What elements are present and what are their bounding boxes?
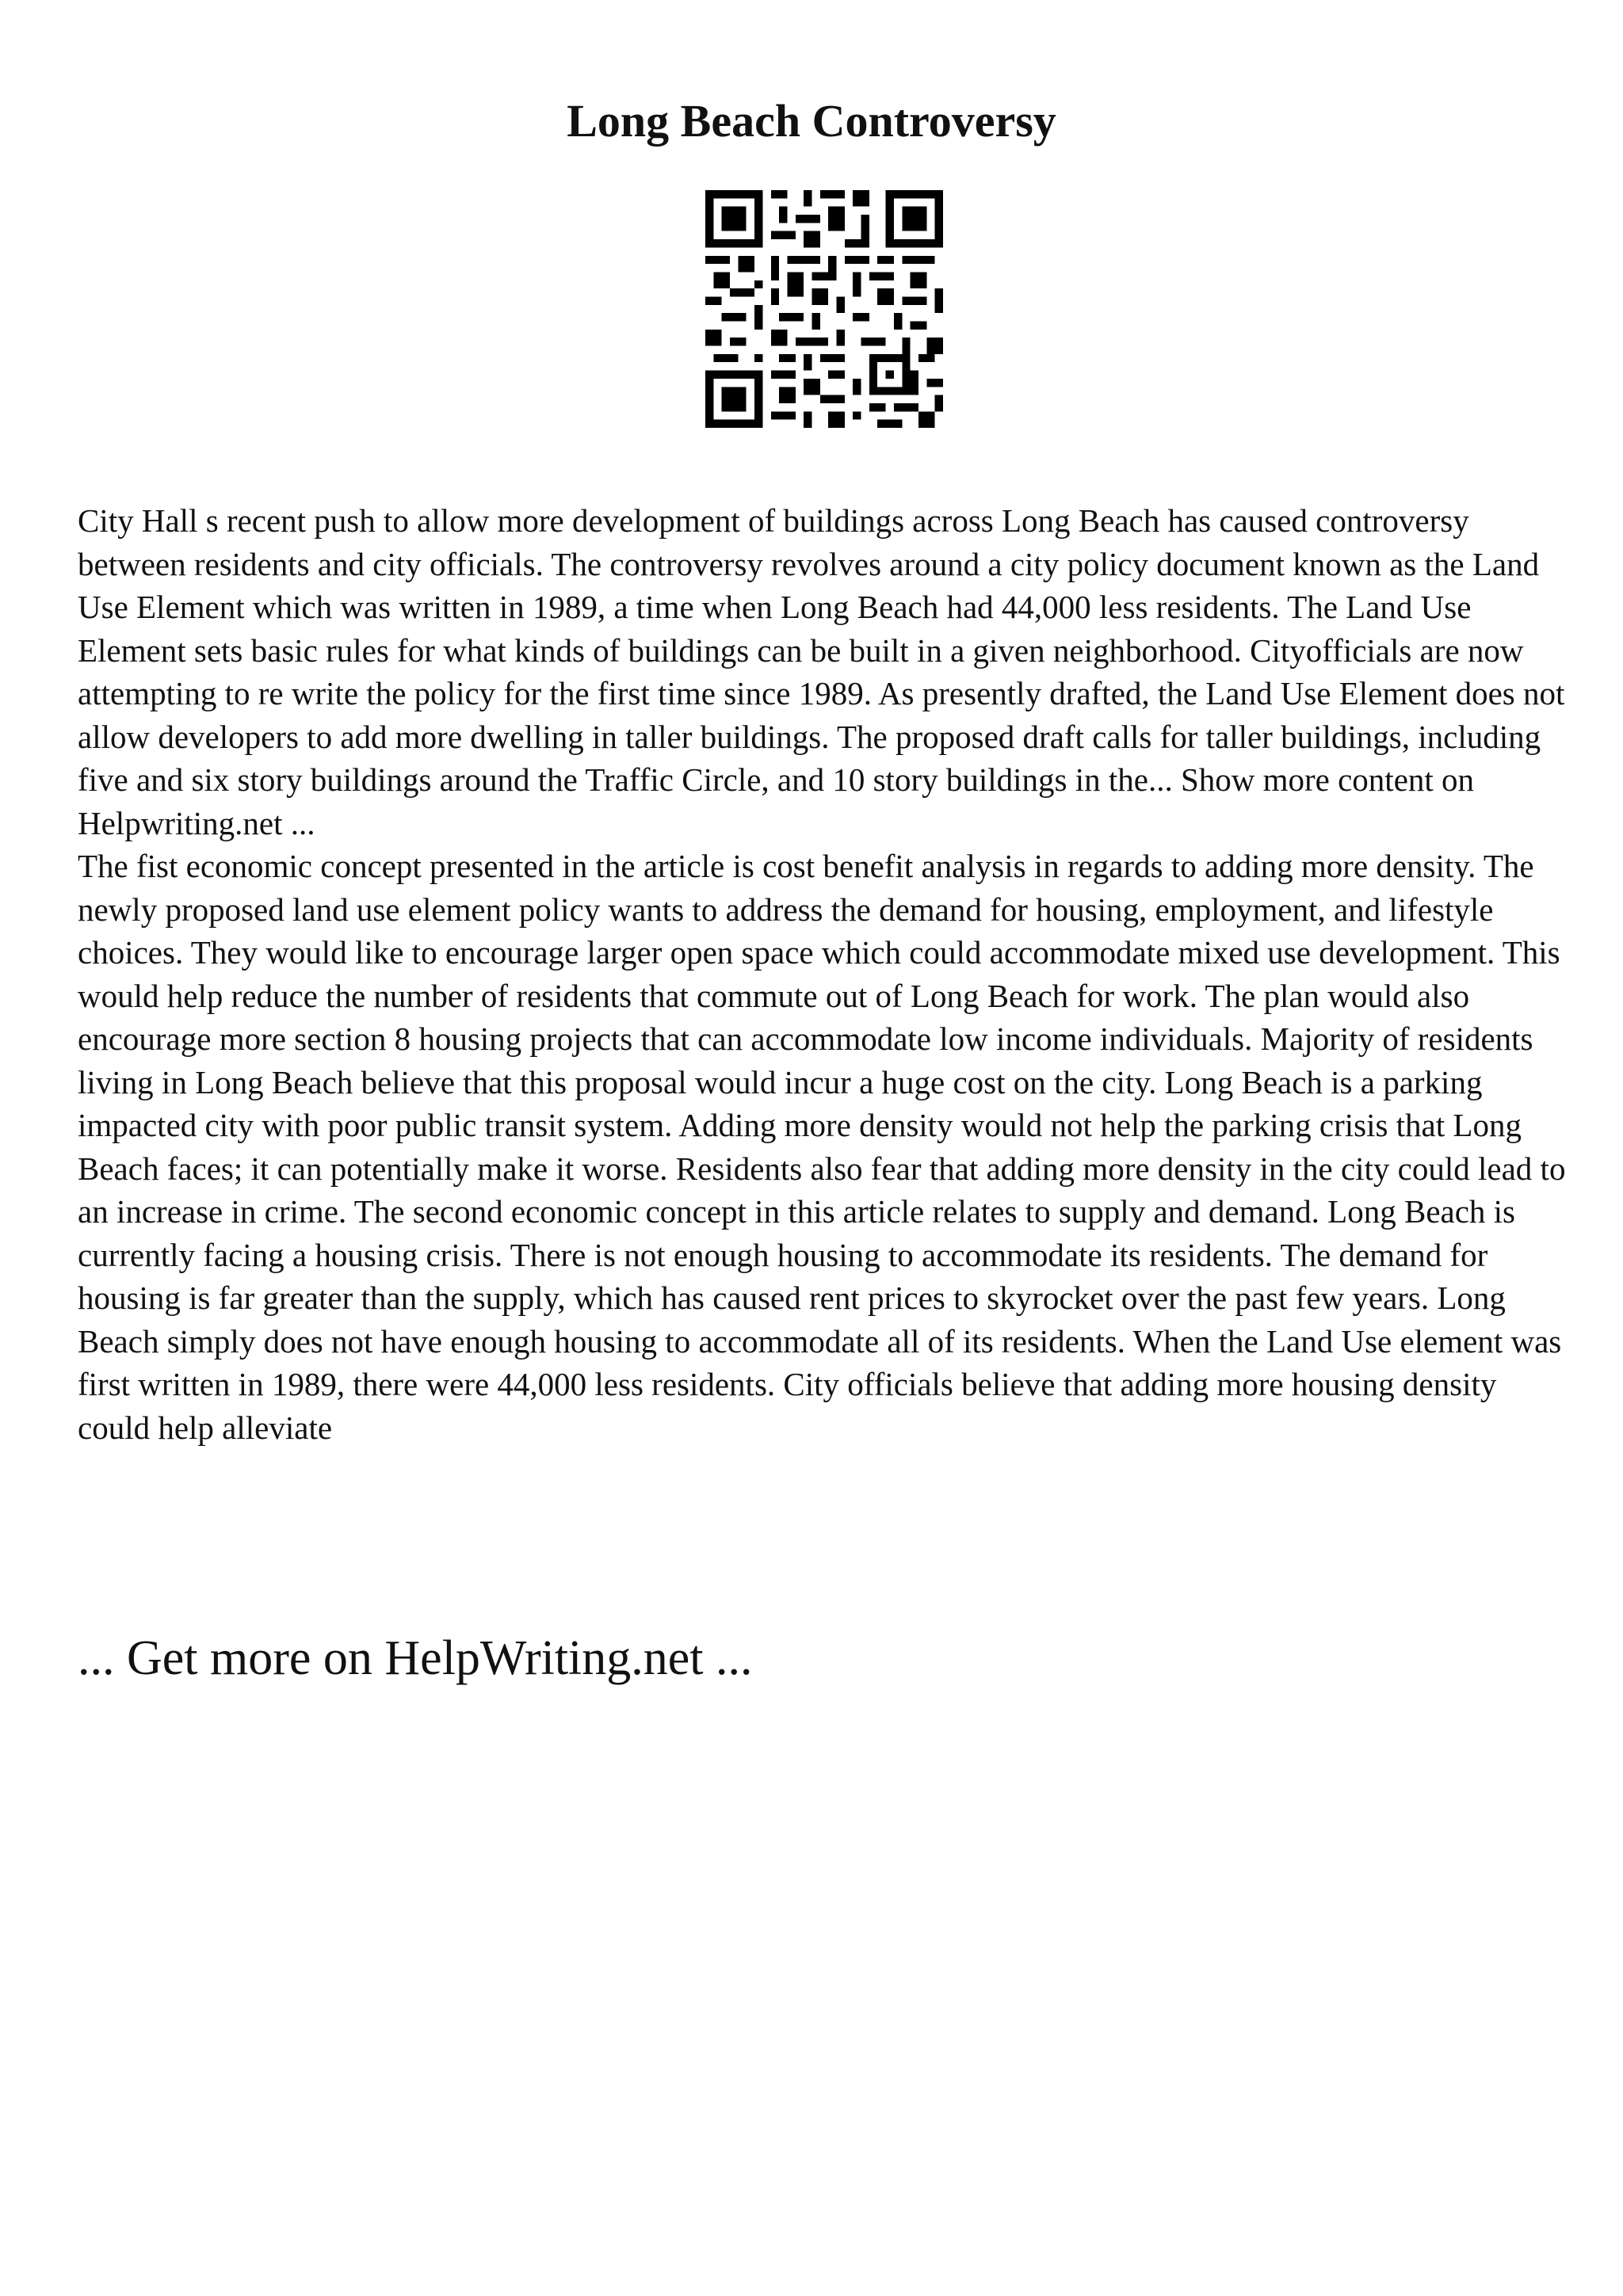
paragraph-2: The fist economic concept presented in the article is cost benefit analysis in regards to adding more density. The newly proposed land use element policy wants to address the demand for housing, employment, and lifestyle choices. They would like to encourage larger open space which could accommodate mixed use development. This would help reduce the number of residents that commute out of Long Beach for work. The plan would also encourage more section 8 housing projects that can accommodate low income individuals. Majority of residents living in Long Beach believe that this proposal would incur a huge cost on the city. Long Beach is a parking impacted city with poor public transit system. Adding more density would not help the parking crisis that Long Beach faces; it can potentially make it worse. Residents also fear that adding more density in the city could lead to an increase in crime. The second economic concept in this article relates to supply and demand. Long Beach is currently facing a housing crisis. There is not enough housing to accommodate its residents. The demand for housing is far greater than the supply, which has caused rent prices to skyrocket over the past few years. Long Beach simply does not have enough housing to accommodate all of its residents. When the Land Use element was first written in 1989, there were 44,000 less residents. City officials believe that adding more housing density could help alleviate [78, 848, 1566, 1446]
article-body [78, 499, 1568, 1449]
paragraph-1: City Hall s recent push to allow more development of buildings across Long Beach has caused controversy between residents and city officials. The controversy revolves around a city policy document known as the Land Use Element which was written in 1989, a time when Long Beach had 44,000 less residents. The Land Use Element sets basic rules for what kinds of buildings can be built in a given neighborhood. Cityofficials are now attempting to re write the policy for the first time since 1989. As presently drafted, the Land Use Element does not allow developers to add more dwelling in taller buildings. The proposed draft calls for taller buildings, including five and six story buildings around the Traffic Circle, and 10 story buildings in the... Show more content on Helpwriting.net ... [78, 502, 1565, 841]
get-more-link[interactable]: ... Get more on HelpWriting.net ... [78, 1631, 753, 1685]
qr-code-icon [705, 190, 943, 428]
page-title: Long Beach Controversy [567, 95, 1056, 147]
